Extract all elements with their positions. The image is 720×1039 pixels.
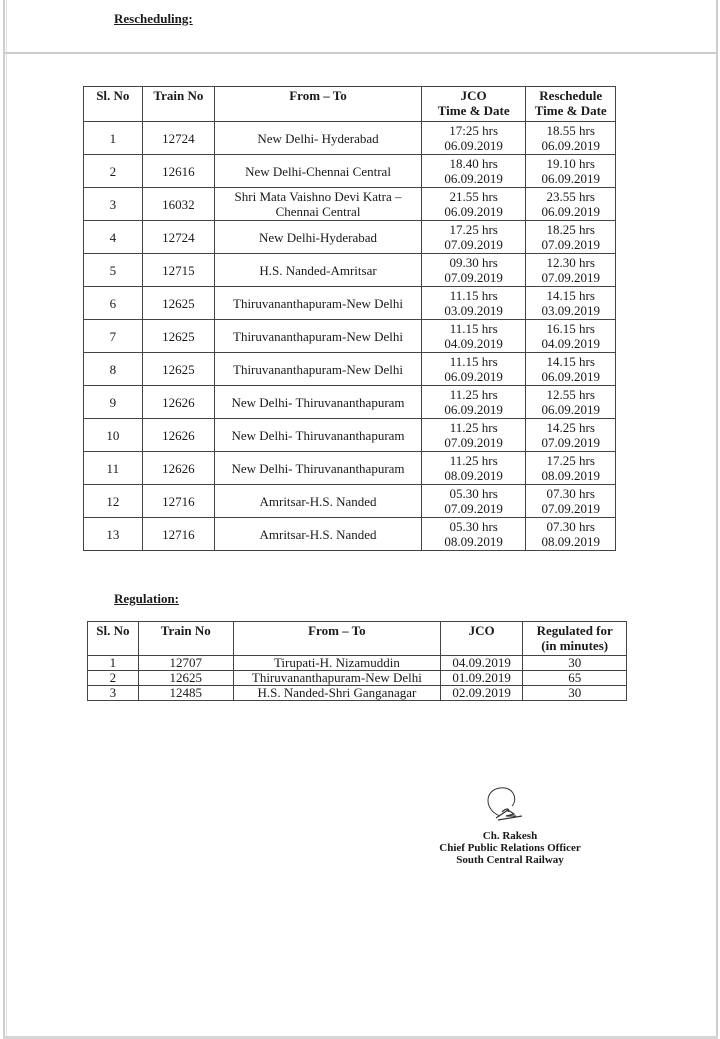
header-from-to: From – To [215,87,422,122]
table-row [84,287,616,320]
cell-reschedule [526,254,616,287]
reschedule-time: 17.25 hrs [546,453,595,468]
cell-jco: 04.09.2019 [440,656,522,671]
reschedule-time: 07.30 hrs [546,486,595,501]
cell-train-no: 12625 [138,671,233,686]
jco-time: 11.15 hrs [449,288,498,303]
cell-sl-no: 1 [88,656,139,671]
jco-date: 06.09.2019 [444,171,503,186]
page-separator [4,52,718,54]
page-border-right [716,0,718,1039]
regulation-heading: Regulation: [114,591,179,606]
header-from-to: From – To [233,622,440,656]
route-line1: Thiruvananthapuram-New Delhi [233,295,404,311]
route-line1: H.S. Nanded-Amritsar [259,262,377,278]
reschedule-time: 07.30 hrs [546,519,595,534]
route-line1: Shri Mata Vaishno Devi Katra – [234,189,402,204]
cell-reschedule [526,485,616,518]
jco-time: 05.30 hrs [449,486,498,501]
header-reschedule [526,87,616,122]
route-line1: New Delhi- Thiruvananthapuram [231,460,405,476]
cell-jco [421,485,525,518]
cell-sl-no: 3 [88,686,139,701]
jco-date: 06.09.2019 [444,369,503,384]
reschedule-date: 03.09.2019 [541,303,600,318]
cell-jco [421,287,525,320]
cell-sl-no: 2 [88,671,139,686]
header-jco: JCO [440,622,522,656]
cell-route [215,221,422,254]
reschedule-time: 23.55 hrs [546,189,595,204]
cell-train-no: 12724 [142,122,214,155]
reschedule-time: 14.25 hrs [546,420,595,435]
cell-sl-no: 10 [84,419,143,452]
reschedule-time: 14.15 hrs [546,288,595,303]
jco-time: 11.15 hrs [449,321,498,336]
header-regulated-for [523,622,627,656]
reschedule-date: 04.09.2019 [541,336,600,351]
cell-reschedule [526,155,616,188]
reschedule-time: 16.15 hrs [546,321,595,336]
cell-train-no: 12626 [142,386,214,419]
cell-train-no: 12716 [142,485,214,518]
cell-route [215,485,422,518]
jco-date: 08.09.2019 [444,534,503,549]
cell-train-no: 12716 [142,518,214,551]
cell-route [215,188,422,221]
cell-jco [421,419,525,452]
jco-date: 06.09.2019 [444,204,503,219]
reschedule-date: 08.09.2019 [541,534,600,549]
table-row [84,122,616,155]
reschedule-date: 06.09.2019 [541,138,600,153]
jco-date: 07.09.2019 [444,435,503,450]
cell-regulated-minutes: 65 [523,671,627,686]
jco-date: 08.09.2019 [444,468,503,483]
cell-reschedule [526,287,616,320]
jco-time: 05.30 hrs [449,519,498,534]
cell-reschedule [526,386,616,419]
header-jco-line2: Time & Date [437,103,510,118]
cell-train-no: 12625 [142,287,214,320]
cell-reschedule [526,188,616,221]
reschedule-date: 06.09.2019 [541,204,600,219]
header-train-no: Train No [142,87,214,122]
table-row [88,686,627,701]
table-row [88,671,627,686]
route-line1: Amritsar-H.S. Nanded [259,526,377,542]
reschedule-date: 06.09.2019 [541,171,600,186]
table-row [84,254,616,287]
reschedule-date: 07.09.2019 [541,270,600,285]
cell-route: Thiruvananthapuram-New Delhi [233,671,440,686]
table-row [84,485,616,518]
reschedule-time: 19.10 hrs [546,156,595,171]
cell-train-no: 12715 [142,254,214,287]
cell-regulated-minutes: 30 [523,686,627,701]
cell-reschedule [526,221,616,254]
route-line1: New Delhi- Hyderabad [257,130,379,146]
signature-block [400,830,620,866]
table-row [84,386,616,419]
cell-train-no: 12626 [142,419,214,452]
cell-reschedule [526,320,616,353]
cell-jco [421,518,525,551]
jco-time: 11.25 hrs [449,387,498,402]
header-regulated-line2: (in minutes) [541,638,609,653]
signatory-designation: Chief Public Relations Officer [439,842,581,854]
cell-jco [421,188,525,221]
cell-jco [421,254,525,287]
cell-jco: 01.09.2019 [440,671,522,686]
reschedule-date: 06.09.2019 [541,369,600,384]
jco-time: 11.25 hrs [449,420,498,435]
cell-train-no: 12626 [142,452,214,485]
route-line1: New Delhi- Thiruvananthapuram [231,394,405,410]
jco-time: 17.25 hrs [449,222,498,237]
signatory-name: Ch. Rakesh [482,830,538,842]
page-border-left [3,0,5,1039]
header-jco [421,87,525,122]
header-jco-line1: JCO [460,88,487,103]
jco-date: 04.09.2019 [444,336,503,351]
route-line1: Thiruvananthapuram-New Delhi [233,328,404,344]
jco-date: 06.09.2019 [444,402,503,417]
cell-jco [421,155,525,188]
cell-route [215,254,422,287]
jco-date: 07.09.2019 [444,237,503,252]
table-row [84,155,616,188]
cell-jco: 02.09.2019 [440,686,522,701]
jco-date: 07.09.2019 [444,270,503,285]
cell-train-no: 12485 [138,686,233,701]
cell-sl-no: 12 [84,485,143,518]
cell-train-no: 12625 [142,320,214,353]
signatory-organization: South Central Railway [456,854,564,866]
reschedule-time: 14.15 hrs [546,354,595,369]
cell-route: H.S. Nanded-Shri Ganganagar [233,686,440,701]
cell-route [215,320,422,353]
cell-train-no: 12616 [142,155,214,188]
rescheduling-table [83,86,616,551]
cell-route [215,452,422,485]
cell-route [215,287,422,320]
cell-reschedule [526,122,616,155]
header-sl-no: Sl. No [88,622,139,656]
cell-train-no: 16032 [142,188,214,221]
cell-jco [421,122,525,155]
reschedule-time: 12.55 hrs [546,387,595,402]
cell-jco [421,320,525,353]
cell-sl-no: 3 [84,188,143,221]
route-line2: Chennai Central [275,204,361,219]
reschedule-time: 12.30 hrs [546,255,595,270]
cell-train-no: 12724 [142,221,214,254]
cell-route [215,518,422,551]
table-header-row [88,622,627,656]
cell-sl-no: 9 [84,386,143,419]
cell-route [215,122,422,155]
cell-sl-no: 6 [84,287,143,320]
table-row [88,656,627,671]
jco-date: 07.09.2019 [444,501,503,516]
cell-route [215,419,422,452]
route-line1: New Delhi-Hyderabad [259,229,378,245]
signature-icon [478,786,538,826]
route-line1: New Delhi-Chennai Central [245,163,391,179]
table-row [84,320,616,353]
cell-reschedule [526,452,616,485]
reschedule-time: 18.55 hrs [546,123,595,138]
header-train-no: Train No [138,622,233,656]
reschedule-time: 18.25 hrs [546,222,595,237]
reschedule-date: 08.09.2019 [541,468,600,483]
cell-jco [421,221,525,254]
jco-time: 11.15 hrs [449,354,498,369]
jco-time: 11.25 hrs [449,453,498,468]
header-reschedule-line2: Time & Date [534,103,607,118]
cell-regulated-minutes: 30 [523,656,627,671]
table-row [84,419,616,452]
cell-sl-no: 4 [84,221,143,254]
rescheduling-heading: Rescheduling: [114,11,193,26]
cell-route [215,386,422,419]
header-sl-no: Sl. No [84,87,143,122]
cell-sl-no: 8 [84,353,143,386]
jco-date: 03.09.2019 [444,303,503,318]
cell-sl-no: 5 [84,254,143,287]
jco-time: 18.40 hrs [449,156,498,171]
route-line1: New Delhi- Thiruvananthapuram [231,427,405,443]
cell-route [215,155,422,188]
jco-time: 09.30 hrs [449,255,498,270]
route-line1: Thiruvananthapuram-New Delhi [233,361,404,377]
header-reschedule-line1: Reschedule [539,88,603,103]
route-line1: Amritsar-H.S. Nanded [259,493,377,509]
table-row [84,353,616,386]
cell-route [215,353,422,386]
cell-reschedule [526,419,616,452]
reschedule-date: 07.09.2019 [541,435,600,450]
jco-date: 06.09.2019 [444,138,503,153]
page-border-left-inner [6,0,7,1039]
jco-time: 17:25 hrs [449,123,499,138]
cell-train-no: 12707 [138,656,233,671]
cell-train-no: 12625 [142,353,214,386]
cell-sl-no: 11 [84,452,143,485]
table-header-row [84,87,616,122]
cell-jco [421,452,525,485]
cell-reschedule [526,353,616,386]
table-row [84,452,616,485]
header-regulated-line1: Regulated for [536,623,613,638]
cell-route: Tirupati-H. Nizamuddin [233,656,440,671]
cell-jco [421,386,525,419]
jco-time: 21.55 hrs [449,189,498,204]
cell-sl-no: 1 [84,122,143,155]
table-row [84,188,616,221]
table-row [84,221,616,254]
cell-reschedule [526,518,616,551]
regulation-table [87,621,627,701]
reschedule-date: 06.09.2019 [541,402,600,417]
cell-sl-no: 7 [84,320,143,353]
cell-sl-no: 13 [84,518,143,551]
table-row [84,518,616,551]
cell-jco [421,353,525,386]
cell-sl-no: 2 [84,155,143,188]
reschedule-date: 07.09.2019 [541,501,600,516]
reschedule-date: 07.09.2019 [541,237,600,252]
